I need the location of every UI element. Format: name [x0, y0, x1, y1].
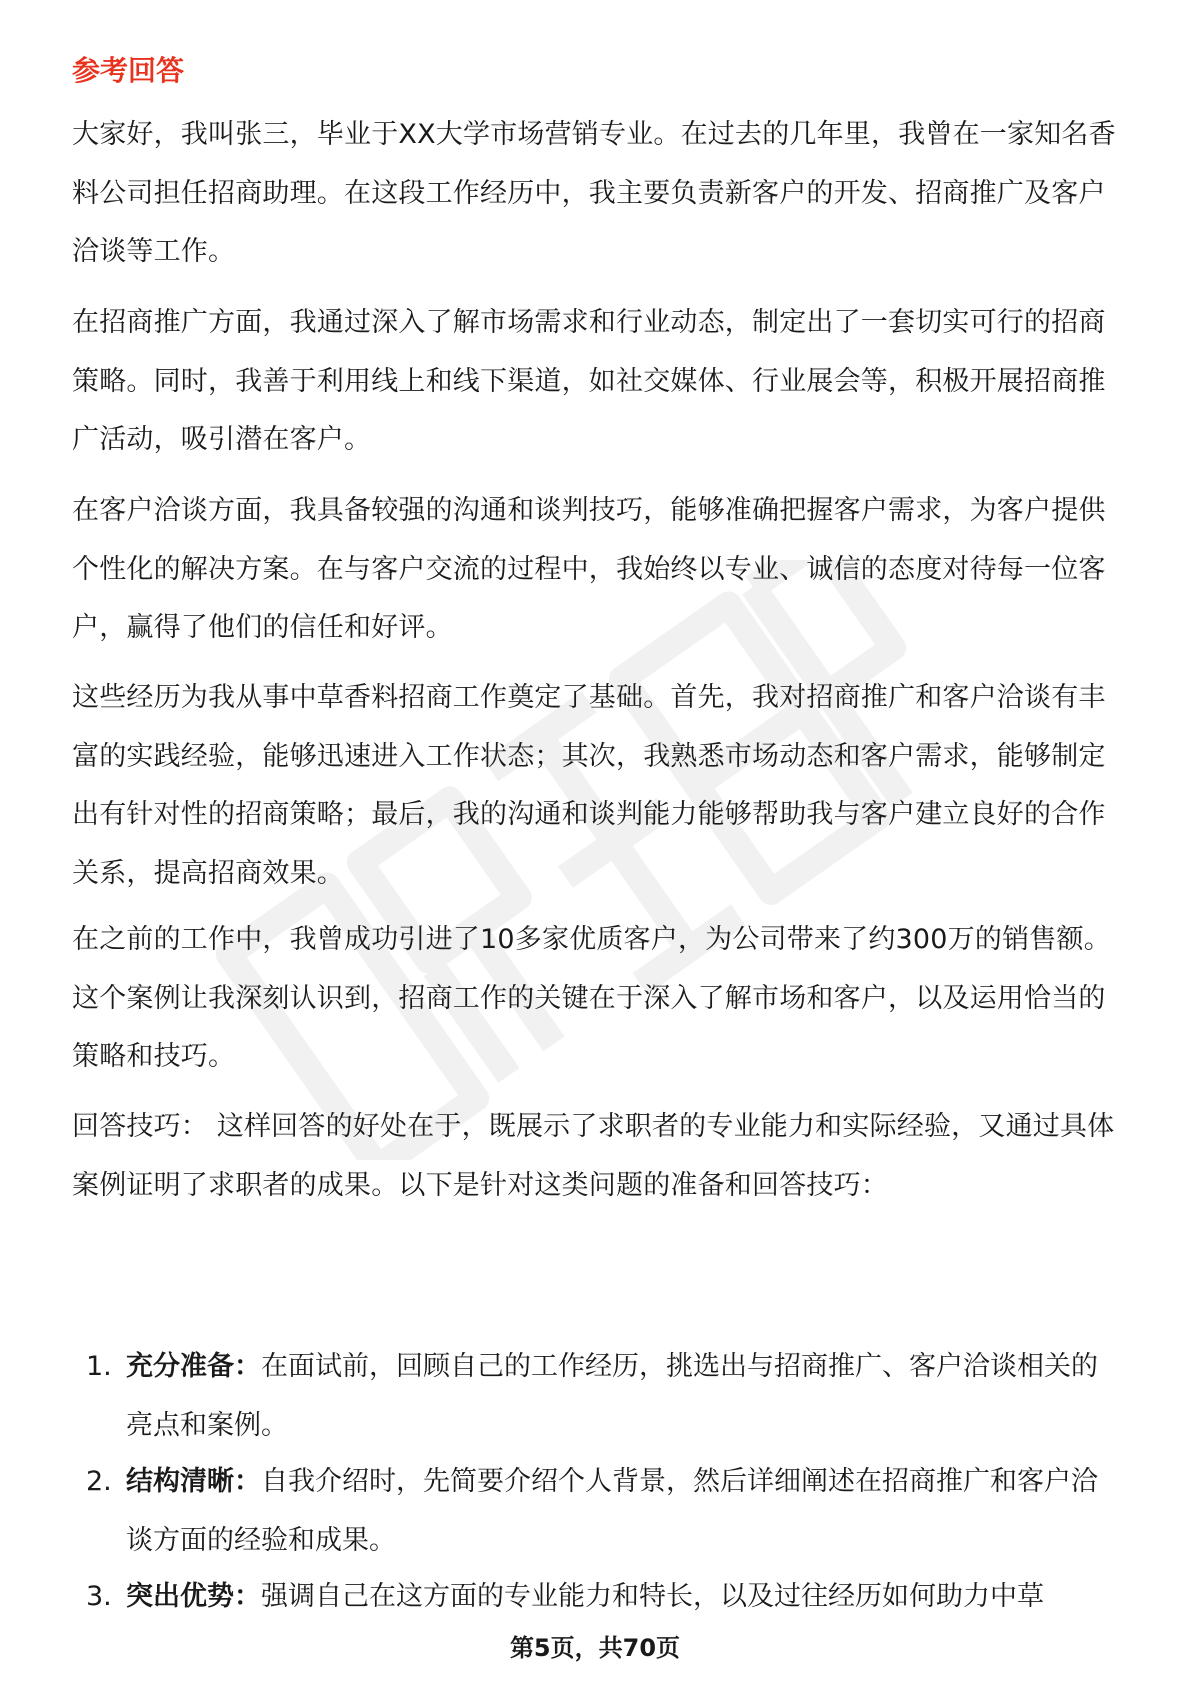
list-item-number: 2. [86, 1466, 112, 1497]
list-item-term: 突出优势： [126, 1581, 261, 1612]
promotion-paragraph: 在招商推广方面，我通过深入了解市场需求和行业动态，制定出了一套切实可行的招商策略。同时，我善于利用线上和线下渠道，如社交媒体、行业展会等，积极开展招商推广活动，吸引潜在客户。 [72, 307, 1106, 455]
list-item-number: 3. [86, 1581, 112, 1612]
list-item [72, 1453, 1122, 1570]
tips-list [72, 1338, 1122, 1627]
list-item-text: 强调自己在这方面的专业能力和特长，以及过往经历如何助力中草 [261, 1581, 1044, 1612]
foundation-paragraph: 这些经历为我从事中草香料招商工作奠定了基础。首先，我对招商推广和客户洽谈有丰富的实践经验，能够迅速进入工作状态；其次，我熟悉市场动态和客户需求，能够制定出有针对性的招商策略；最后，我的沟通和谈判能力能够帮助我与客户建立良好的合作关系，提高招商效果。 [72, 682, 1106, 889]
list-item-text: 在面试前，回顾自己的工作经历，挑选出与招商推广、客户洽谈相关的亮点和案例。 [126, 1351, 1098, 1441]
case-paragraph: 在之前的工作中，我曾成功引进了10多家优质客户，为公司带来了约300万的销售额。这个案例让我深刻认识到，招商工作的关键在于深入了解市场和客户，以及运用恰当的策略和技巧。 [72, 924, 1111, 1072]
list-item-text: 自我介绍时，先简要介绍个人背景，然后详细阐述在招商推广和客户洽谈方面的经验和成果。 [126, 1466, 1098, 1556]
list-item-number: 1. [86, 1351, 112, 1382]
list-item-term: 充分准备： [126, 1351, 261, 1382]
intro-paragraph: 大家好，我叫张三，毕业于XX大学市场营销专业。在过去的几年里，我曾在一家知名香料公司担任招商助理。在这段工作经历中，我主要负责新客户的开发、招商推广及客户洽谈等工作。 [72, 119, 1116, 267]
list-item [72, 1338, 1122, 1455]
section-heading: 参考回答 [72, 54, 185, 87]
answer-tips-paragraph: 回答技巧： 这样回答的好处在于，既展示了求职者的专业能力和实际经验，又通过具体案例证明了求职者的成果。以下是针对这类问题的准备和回答技巧： [72, 1111, 1115, 1201]
list-item-term: 结构清晰： [126, 1466, 261, 1497]
page-footer: 第5页，共70页 [509, 1634, 681, 1662]
negotiation-paragraph: 在客户洽谈方面，我具备较强的沟通和谈判技巧，能够准确把握客户需求，为客户提供个性化的解决方案。在与客户交流的过程中，我始终以专业、诚信的态度对待每一位客户，赢得了他们的信任和好评。 [72, 495, 1106, 643]
list-item [72, 1568, 1122, 1627]
